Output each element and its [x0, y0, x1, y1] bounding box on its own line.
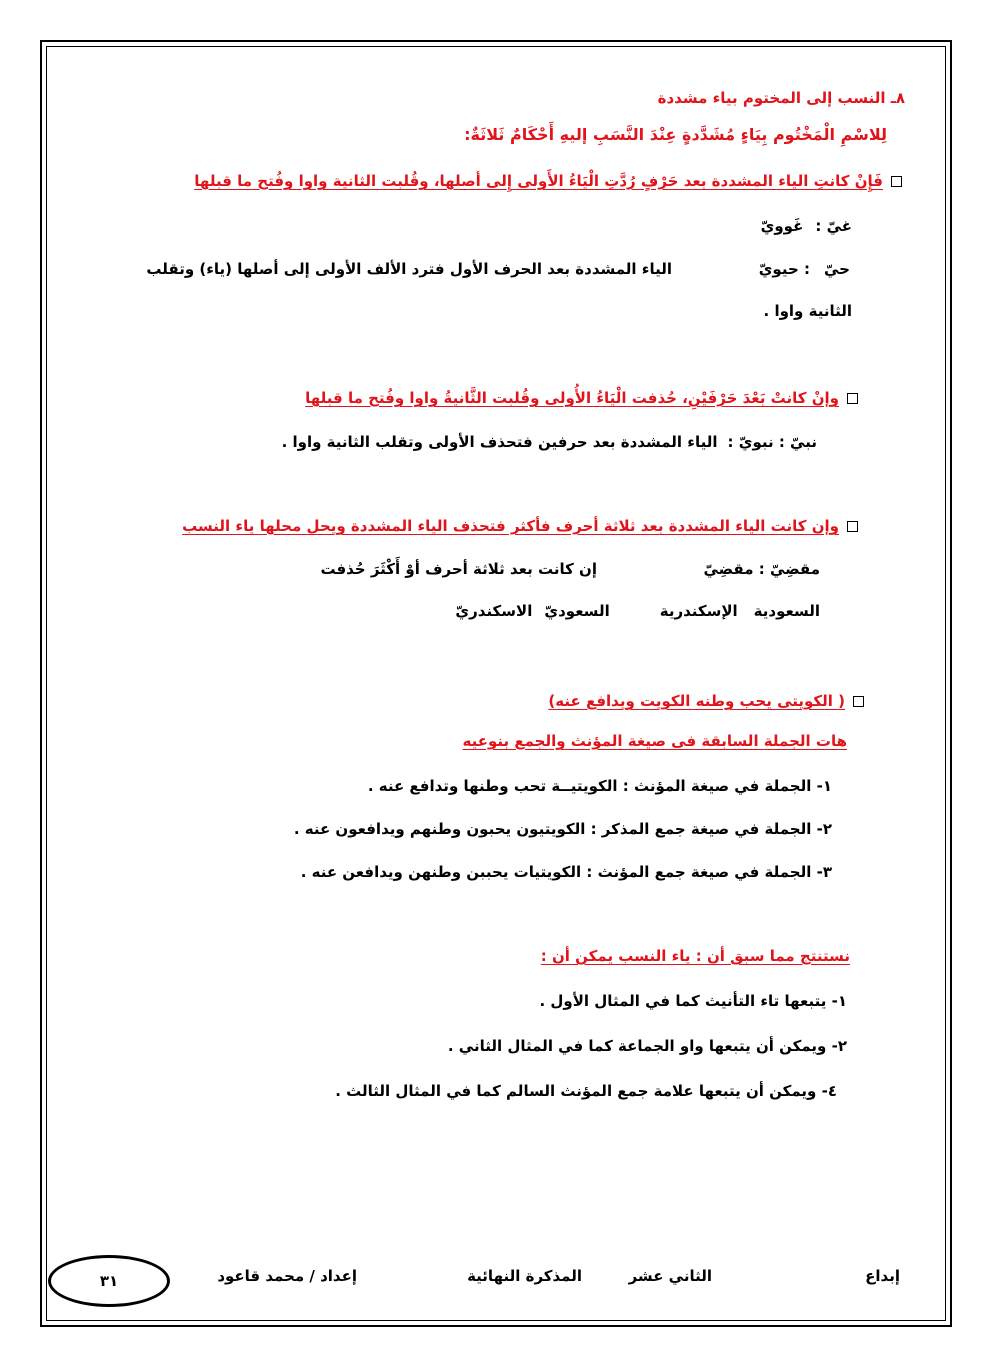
rule3-ex1: مقضِيّ : مقضِيّ: [703, 560, 820, 578]
rule1-heading: فَإِنْ كانتِ الياء المشددة بعد حَرْفٍ رُدَّتِ الْيَاءُ الأَولى إِلى أصلها، وقُلبت الثانية واوا وفُتح ما قبلها: [194, 172, 883, 190]
checkbox-icon: [847, 393, 858, 404]
rule3-ex1-explain: إن كانت بعد ثلاثة أحرف أوْ أَكْثَرَ حُذفت: [320, 560, 597, 578]
conclusion-heading: نستنتج مما سبق أن : ياء النسب يمكن أن :: [540, 947, 850, 965]
rule3-ex2d: الاسكندريّ: [455, 602, 533, 620]
rule2-example-row: [282, 431, 817, 453]
footer-grade: الثاني عشر: [628, 1267, 712, 1285]
rule1-ex2-pair: [759, 258, 850, 280]
rule3-heading-row: [182, 515, 858, 537]
rule1-ex1-result: غَوويّ: [760, 217, 804, 235]
footer-book: المذكرة النهائية: [467, 1267, 582, 1285]
rule1-heading-row: [194, 170, 902, 192]
rule2-explain: الياء المشددة بعد حرفين فتحذف الأولى وتقلب الثانية واوا .: [281, 433, 718, 451]
exercise-task: هات الجملة السابقة فى صيغة المؤنث والجمع بنوعيه: [462, 732, 847, 750]
rule1-example1: [761, 215, 852, 237]
rule2-heading-row: [305, 387, 858, 409]
answer-2: ٢- الجملة في صيغة جمع المذكر : الكويتيون يحبون وطنهم ويدافعون عنه .: [293, 820, 832, 838]
footer-author: إعداد / محمد قاعود: [217, 1267, 357, 1285]
rule3-ex2-row: [455, 600, 820, 622]
section-intro: لِلاسْمِ الْمَخْتُوم بِيَاءٍ مُشَدَّدةٍ عِنْدَ النَّسَبِ إليهِ أَحْكَامٌ ثَلاثَةٌ:: [464, 125, 887, 144]
section-title: ٨ـ النسب إلى المختوم بياء مشددة: [657, 89, 905, 107]
rule1-ex2-word: حيّ: [824, 260, 850, 278]
exercise-sentence-row: [548, 690, 864, 712]
rule1-ex2-explain-cont: الثانية واوا .: [763, 302, 852, 320]
page-number: ٣١: [99, 1272, 119, 1290]
rule1-ex2-result: : حيويّ: [758, 260, 810, 278]
rule2-example: نبيّ : نبويّ :: [727, 433, 817, 451]
footer-left-word: إبداع: [865, 1267, 900, 1285]
answer-1: ١- الجملة في صيغة المؤنث : الكويتيــة تحب وطنها وتدافع عنه .: [367, 777, 832, 795]
exercise-sentence: ( الكويتى يحب وطنه الكويت ويدافع عنه): [548, 692, 845, 710]
page-border-inner: [46, 46, 946, 1321]
rule1-ex1-word: غيّ :: [815, 217, 852, 235]
page-number-badge: [48, 1255, 170, 1307]
rule2-heading: وإنْ كانتْ بَعْدَ حَرْفَيْنِ، حُذفت الْيَاءُ الأُولى وقُلبت الثَّانيةُ واوا وفُتح ما قبلها: [305, 389, 839, 407]
rule3-ex2a: السعودية: [753, 602, 820, 620]
rule1-ex2-explain: الياء المشددة بعد الحرف الأول فترد الألف الأولى إلى أصلها (ياء) وتقلب: [146, 260, 672, 278]
rule3-ex2c: السعوديّ: [544, 602, 610, 620]
conclusion-point-3: ٤- ويمكن أن يتبعها علامة جمع المؤنث السالم كما في المثال الثالث .: [335, 1082, 837, 1100]
checkbox-icon: [891, 176, 902, 187]
checkbox-icon: [853, 696, 864, 707]
rule3-ex2b: الإسكندرية: [659, 602, 738, 620]
rule3-heading: وإن كانت الياء المشددة بعد ثلاثة أحرف فأكثر فتحذف الياء المشددة ويحل محلها ياء النسب: [182, 517, 839, 535]
answer-3: ٣- الجملة في صيغة جمع المؤنث : الكويتيات يحببن وطنهن ويدافعن عنه .: [300, 863, 832, 881]
conclusion-point-2: ٢- ويمكن أن يتبعها واو الجماعة كما في المثال الثاني .: [447, 1037, 847, 1055]
conclusion-point-1: ١- يتبعها تاء التأنيث كما في المثال الأول .: [539, 992, 847, 1010]
checkbox-icon: [847, 521, 858, 532]
